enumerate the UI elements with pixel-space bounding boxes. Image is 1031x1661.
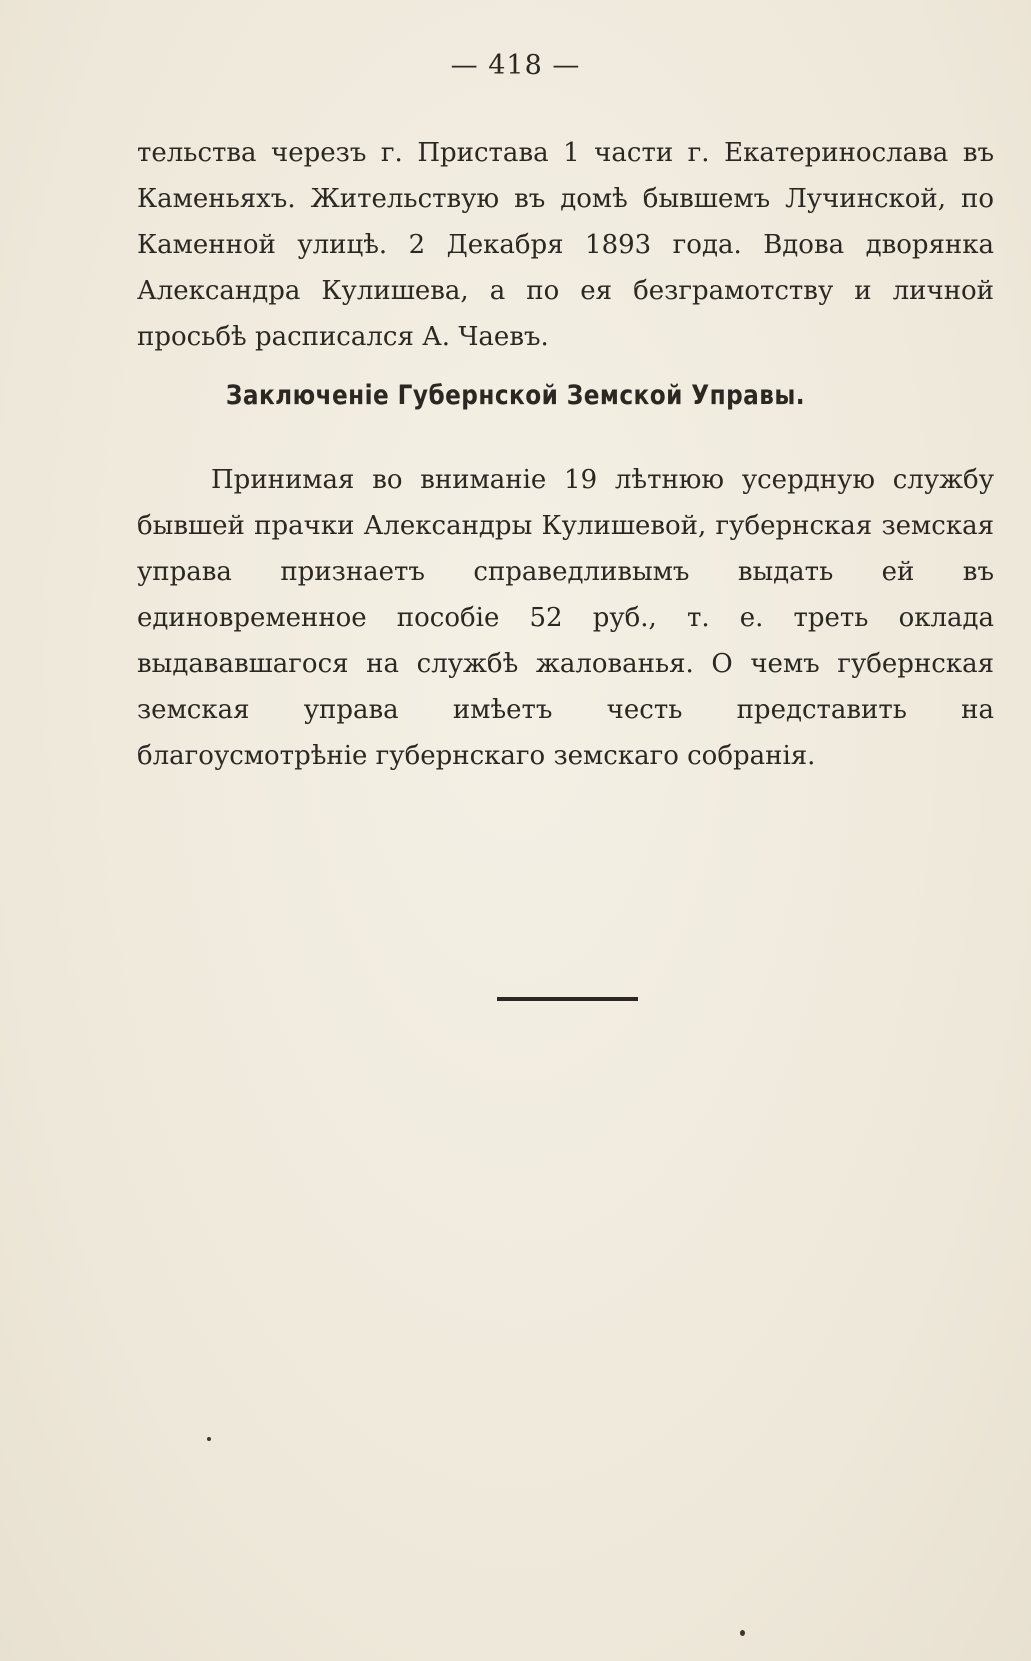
section-end-rule [497, 997, 638, 1001]
page-number: — 418 — [450, 50, 581, 81]
paragraph-conclusion: Принимая во вниманiе 19 лѣтнюю усердную службу бывшей прачки Александры Кулишевой, губернская земская управа признаетъ справедливымъ выдать ей въ единовременное пособiе 52 руб., т. е. треть оклада выдававшагося на службѣ жалованья. О чемъ губернская земская управа имѣетъ честь представить на благоусмотрѣнiе губернскаго земскаго собранiя. [137, 465, 994, 771]
ink-speck [207, 1437, 211, 1441]
paragraph-petition-ending: тельства черезъ г. Пристава 1 части г. Екатеринослава въ Каменьяхъ. Жительствую въ домѣ бывшемъ Лучинской, по Каменной улицѣ. 2 Декабря 1893 года. Вдова дворянка Александра Кулишева, а по ея безграмотству и личной просьбѣ расписался А. Чаевъ. [137, 138, 994, 352]
section-heading: Заключенiе Губернской Земской Управы. [225, 380, 806, 411]
ink-speck [740, 1630, 745, 1636]
